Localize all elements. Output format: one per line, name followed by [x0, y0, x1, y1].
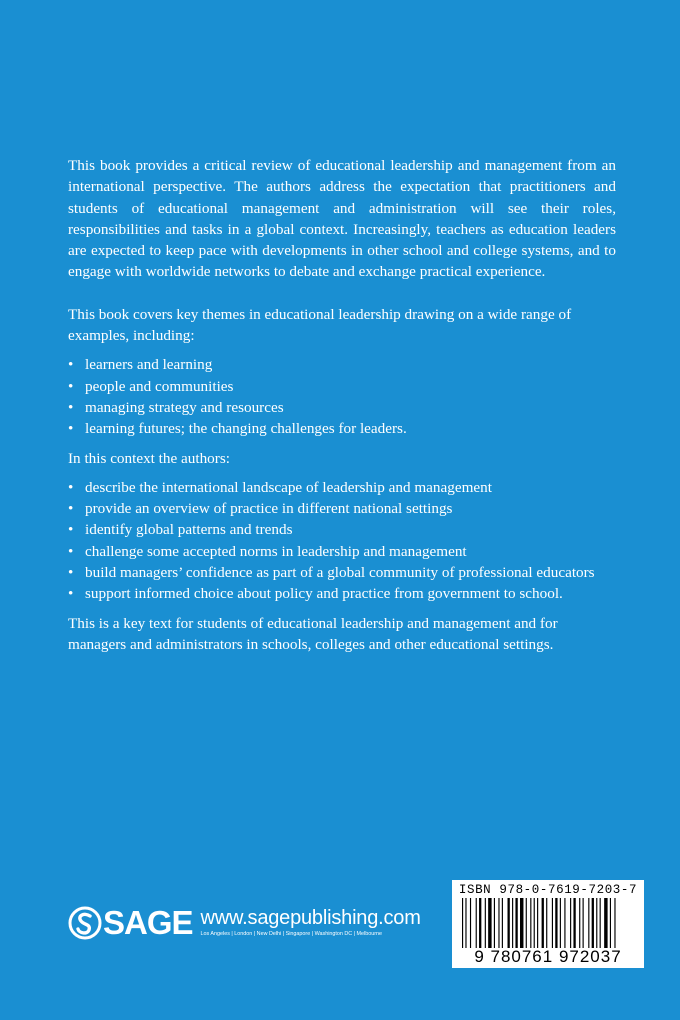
list-item: • people and communities [68, 376, 616, 397]
barcode-bar [555, 898, 557, 948]
isbn-barcode [452, 880, 644, 968]
barcode-bar [542, 898, 544, 948]
back-cover-blurb [68, 155, 616, 655]
barcode-bar [476, 898, 477, 948]
authors-points-list [68, 477, 616, 605]
barcode-bar [498, 898, 499, 948]
barcode-bar [546, 898, 547, 948]
publisher-block [68, 906, 421, 946]
barcode-bar [534, 898, 535, 948]
barcode-bar [502, 898, 503, 948]
closing-paragraph: This is a key text for students of educational leadership and management and for managers and administrators in schools, colleges and other educational settings. [68, 614, 558, 653]
intro-paragraph: This book provides a critical review of educational leadership and management from an international perspective. The authors address the expectation that practitioners and students of educational management and administration will see their roles, responsibilities and tasks in a global context. Increasingly, teachers as education leaders are expected to keep pace with developments in other school and college systems, and to engage with worldwide networks to debate and exchange practical experience. [68, 157, 616, 281]
barcode-bar [520, 898, 523, 948]
barcode-digits: 9 780761 972037 [474, 947, 622, 966]
barcode-bar [596, 898, 597, 948]
barcode-bar [494, 898, 495, 948]
barcode-bar [512, 898, 513, 948]
barcode-bar [552, 898, 553, 948]
barcode-bar [588, 898, 589, 948]
barcode-bar [462, 898, 463, 948]
barcode-bar [592, 898, 594, 948]
barcode-bar [564, 898, 565, 948]
barcode-bar [610, 898, 611, 948]
barcode-bar [530, 898, 531, 948]
list-item: • identify global patterns and trends [68, 519, 616, 540]
list-item: • support informed choice about policy and practice from government to school. [68, 583, 616, 604]
list-item: • learners and learning [68, 354, 616, 375]
barcode-bar [600, 898, 601, 948]
authors-intro: In this context the authors: [68, 449, 230, 467]
barcode-bar [604, 898, 607, 948]
barcode-bar [479, 898, 481, 948]
publisher-cities: Los Angeles | London | New Delhi | Singapore | Washington DC | Melbourne [200, 931, 383, 937]
themes-list [68, 354, 616, 439]
barcode-bar [470, 898, 471, 948]
barcode-bar [526, 898, 527, 948]
barcode-bar [573, 898, 575, 948]
barcode-bar [508, 898, 510, 948]
barcode-bar [583, 898, 584, 948]
list-item: • challenge some accepted norms in leadership and management [68, 541, 616, 562]
publisher-url[interactable]: www.sagepublishing.com [200, 907, 421, 929]
isbn-label: ISBN 978-0-7619-7203-7 [458, 883, 638, 897]
sage-wordmark: SAGE [103, 904, 193, 941]
barcode-bar [515, 898, 517, 948]
barcode-bars [462, 898, 634, 948]
barcode-bar [465, 898, 466, 948]
list-item: • provide an overview of practice in different national settings [68, 498, 616, 519]
list-item: • managing strategy and resources [68, 397, 616, 418]
barcode-bar [485, 898, 486, 948]
sage-swirl-icon [68, 906, 102, 940]
list-item: • describe the international landscape of leadership and management [68, 477, 616, 498]
sage-logo [68, 906, 193, 940]
barcode-bar [488, 898, 491, 948]
barcode-bar [560, 898, 561, 948]
themes-intro: This book covers key themes in educational leadership drawing on a wide range of examples, including: [68, 305, 572, 345]
barcode-bar [579, 898, 580, 948]
barcode-bar [570, 898, 571, 948]
barcode-bar [537, 898, 538, 948]
list-item: • build managers’ confidence as part of a global community of professional educators [68, 562, 616, 583]
list-item: • learning futures; the changing challenges for leaders. [68, 418, 616, 439]
barcode-bar [614, 898, 615, 948]
